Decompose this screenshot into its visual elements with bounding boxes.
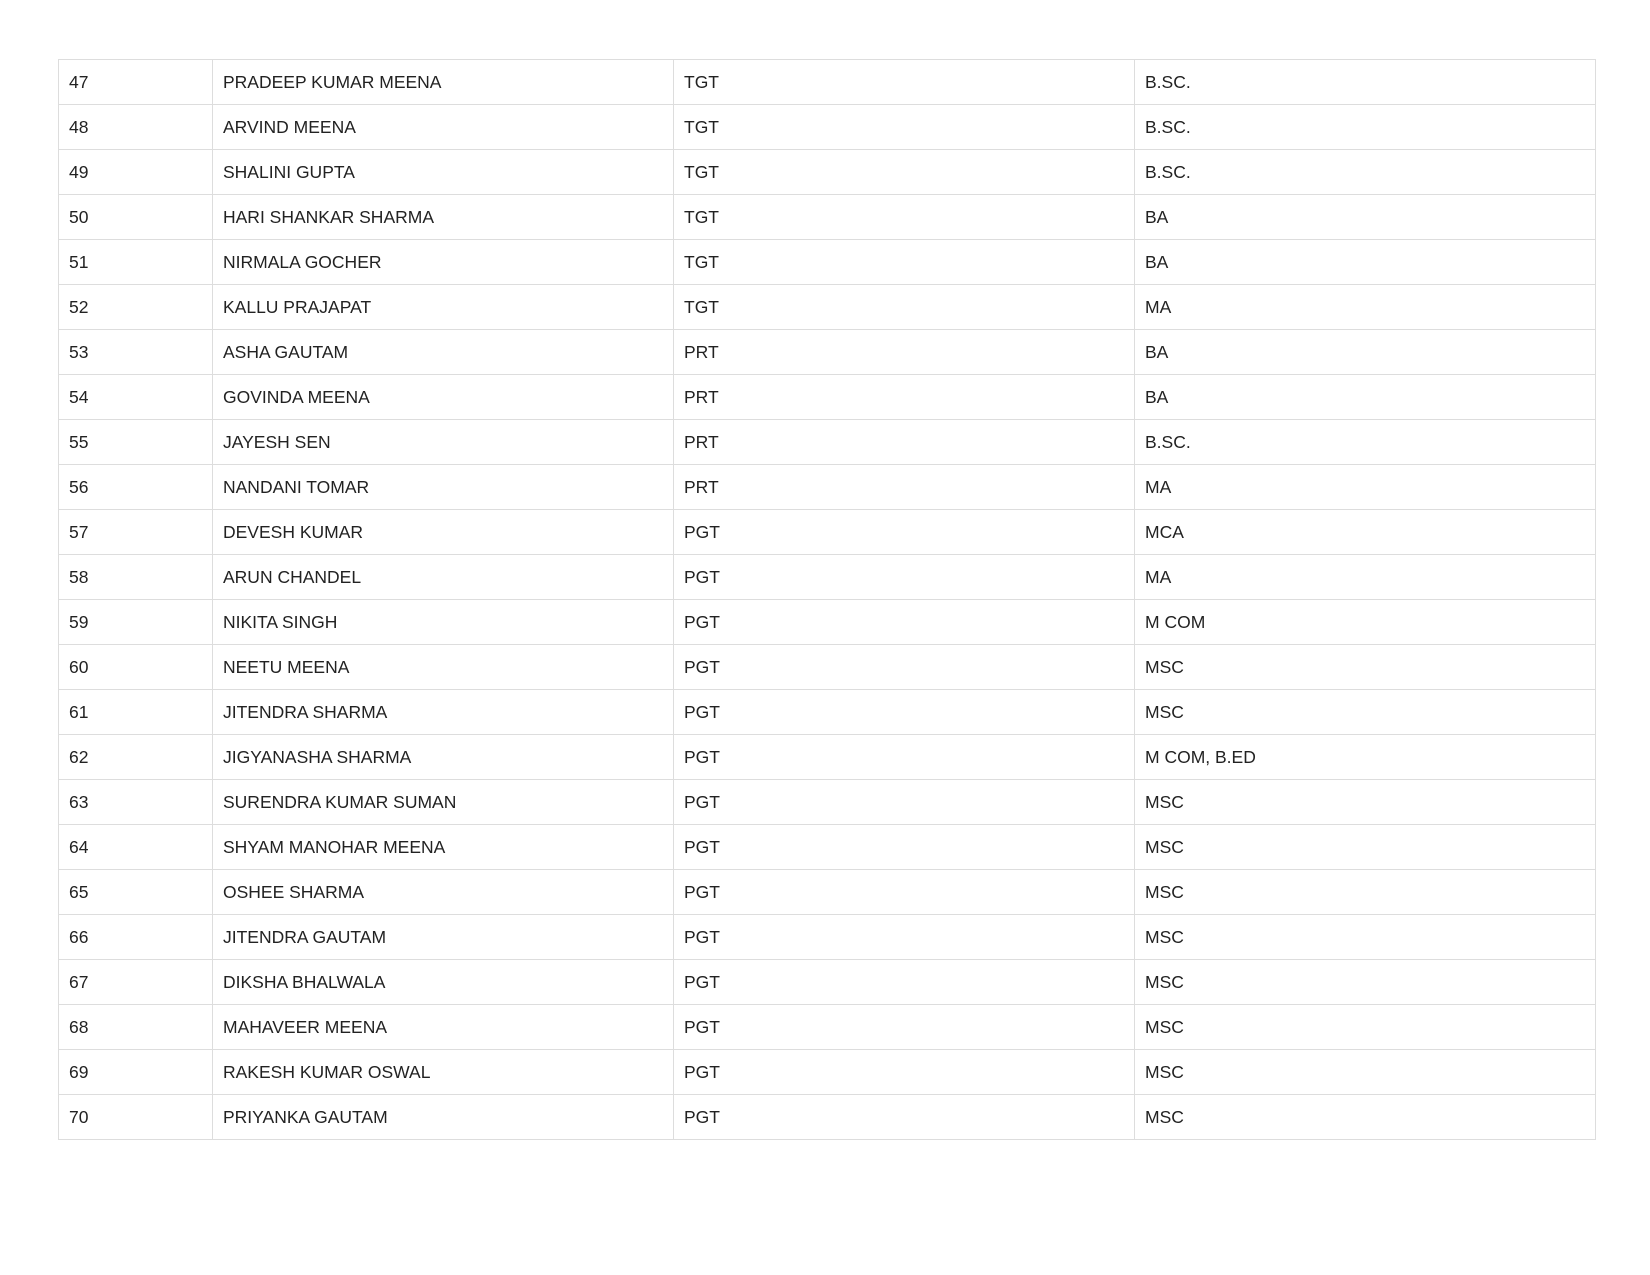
post-cell: TGT: [674, 285, 1135, 330]
post-cell: PRT: [674, 330, 1135, 375]
table-row: [59, 600, 1596, 645]
post-cell: PGT: [674, 735, 1135, 780]
serial-number-cell: 48: [59, 105, 213, 150]
post-cell: PGT: [674, 915, 1135, 960]
post-cell: PGT: [674, 690, 1135, 735]
staff-name-cell: ARVIND MEENA: [213, 105, 674, 150]
table-row: [59, 465, 1596, 510]
post-cell: PGT: [674, 1005, 1135, 1050]
post-cell: TGT: [674, 150, 1135, 195]
post-cell: PGT: [674, 555, 1135, 600]
qualification-cell: MA: [1135, 285, 1596, 330]
serial-number-cell: 66: [59, 915, 213, 960]
post-cell: PRT: [674, 465, 1135, 510]
serial-number-cell: 55: [59, 420, 213, 465]
staff-name-cell: MAHAVEER MEENA: [213, 1005, 674, 1050]
post-cell: PRT: [674, 375, 1135, 420]
qualification-cell: MSC: [1135, 960, 1596, 1005]
table-row: [59, 195, 1596, 240]
staff-table-body: [59, 60, 1596, 1140]
staff-table: [58, 59, 1596, 1140]
table-row: [59, 330, 1596, 375]
qualification-cell: M COM: [1135, 600, 1596, 645]
staff-name-cell: JITENDRA SHARMA: [213, 690, 674, 735]
table-row: [59, 420, 1596, 465]
qualification-cell: MSC: [1135, 645, 1596, 690]
staff-name-cell: RAKESH KUMAR OSWAL: [213, 1050, 674, 1095]
qualification-cell: BA: [1135, 195, 1596, 240]
staff-name-cell: KALLU PRAJAPAT: [213, 285, 674, 330]
staff-name-cell: NIRMALA GOCHER: [213, 240, 674, 285]
table-row: [59, 960, 1596, 1005]
qualification-cell: MSC: [1135, 825, 1596, 870]
table-row: [59, 285, 1596, 330]
post-cell: PGT: [674, 1095, 1135, 1140]
qualification-cell: B.SC.: [1135, 60, 1596, 105]
post-cell: PGT: [674, 780, 1135, 825]
serial-number-cell: 65: [59, 870, 213, 915]
qualification-cell: BA: [1135, 330, 1596, 375]
staff-name-cell: PRIYANKA GAUTAM: [213, 1095, 674, 1140]
table-row: [59, 510, 1596, 555]
serial-number-cell: 49: [59, 150, 213, 195]
staff-name-cell: ARUN CHANDEL: [213, 555, 674, 600]
serial-number-cell: 58: [59, 555, 213, 600]
post-cell: PGT: [674, 825, 1135, 870]
serial-number-cell: 51: [59, 240, 213, 285]
staff-name-cell: JAYESH SEN: [213, 420, 674, 465]
serial-number-cell: 64: [59, 825, 213, 870]
serial-number-cell: 70: [59, 1095, 213, 1140]
qualification-cell: MSC: [1135, 1095, 1596, 1140]
qualification-cell: B.SC.: [1135, 105, 1596, 150]
qualification-cell: B.SC.: [1135, 150, 1596, 195]
staff-name-cell: SHALINI GUPTA: [213, 150, 674, 195]
qualification-cell: MSC: [1135, 870, 1596, 915]
post-cell: PGT: [674, 510, 1135, 555]
staff-name-cell: DEVESH KUMAR: [213, 510, 674, 555]
table-row: [59, 825, 1596, 870]
qualification-cell: MA: [1135, 465, 1596, 510]
staff-name-cell: NEETU MEENA: [213, 645, 674, 690]
table-row: [59, 375, 1596, 420]
serial-number-cell: 67: [59, 960, 213, 1005]
staff-name-cell: SHYAM MANOHAR MEENA: [213, 825, 674, 870]
table-row: [59, 105, 1596, 150]
staff-name-cell: OSHEE SHARMA: [213, 870, 674, 915]
serial-number-cell: 57: [59, 510, 213, 555]
staff-name-cell: GOVINDA MEENA: [213, 375, 674, 420]
staff-name-cell: JITENDRA GAUTAM: [213, 915, 674, 960]
staff-name-cell: SURENDRA KUMAR SUMAN: [213, 780, 674, 825]
table-row: [59, 555, 1596, 600]
table-row: [59, 150, 1596, 195]
table-row: [59, 645, 1596, 690]
table-row: [59, 915, 1596, 960]
table-row: [59, 240, 1596, 285]
post-cell: PGT: [674, 1050, 1135, 1095]
table-row: [59, 735, 1596, 780]
qualification-cell: MSC: [1135, 915, 1596, 960]
qualification-cell: MA: [1135, 555, 1596, 600]
serial-number-cell: 62: [59, 735, 213, 780]
staff-name-cell: DIKSHA BHALWALA: [213, 960, 674, 1005]
qualification-cell: MCA: [1135, 510, 1596, 555]
staff-name-cell: NIKITA SINGH: [213, 600, 674, 645]
staff-name-cell: PRADEEP KUMAR MEENA: [213, 60, 674, 105]
serial-number-cell: 68: [59, 1005, 213, 1050]
table-row: [59, 1050, 1596, 1095]
qualification-cell: MSC: [1135, 780, 1596, 825]
qualification-cell: BA: [1135, 240, 1596, 285]
qualification-cell: B.SC.: [1135, 420, 1596, 465]
serial-number-cell: 50: [59, 195, 213, 240]
post-cell: PGT: [674, 600, 1135, 645]
serial-number-cell: 53: [59, 330, 213, 375]
post-cell: TGT: [674, 60, 1135, 105]
table-row: [59, 870, 1596, 915]
table-row: [59, 60, 1596, 105]
serial-number-cell: 61: [59, 690, 213, 735]
qualification-cell: BA: [1135, 375, 1596, 420]
serial-number-cell: 47: [59, 60, 213, 105]
staff-name-cell: JIGYANASHA SHARMA: [213, 735, 674, 780]
serial-number-cell: 56: [59, 465, 213, 510]
qualification-cell: MSC: [1135, 1050, 1596, 1095]
qualification-cell: MSC: [1135, 690, 1596, 735]
post-cell: PRT: [674, 420, 1135, 465]
post-cell: PGT: [674, 645, 1135, 690]
table-row: [59, 1005, 1596, 1050]
staff-name-cell: ASHA GAUTAM: [213, 330, 674, 375]
table-row: [59, 690, 1596, 735]
serial-number-cell: 69: [59, 1050, 213, 1095]
serial-number-cell: 54: [59, 375, 213, 420]
serial-number-cell: 59: [59, 600, 213, 645]
serial-number-cell: 63: [59, 780, 213, 825]
serial-number-cell: 52: [59, 285, 213, 330]
table-row: [59, 1095, 1596, 1140]
post-cell: TGT: [674, 105, 1135, 150]
staff-name-cell: HARI SHANKAR SHARMA: [213, 195, 674, 240]
post-cell: PGT: [674, 960, 1135, 1005]
post-cell: TGT: [674, 195, 1135, 240]
post-cell: TGT: [674, 240, 1135, 285]
post-cell: PGT: [674, 870, 1135, 915]
qualification-cell: MSC: [1135, 1005, 1596, 1050]
staff-name-cell: NANDANI TOMAR: [213, 465, 674, 510]
qualification-cell: M COM, B.ED: [1135, 735, 1596, 780]
serial-number-cell: 60: [59, 645, 213, 690]
table-row: [59, 780, 1596, 825]
